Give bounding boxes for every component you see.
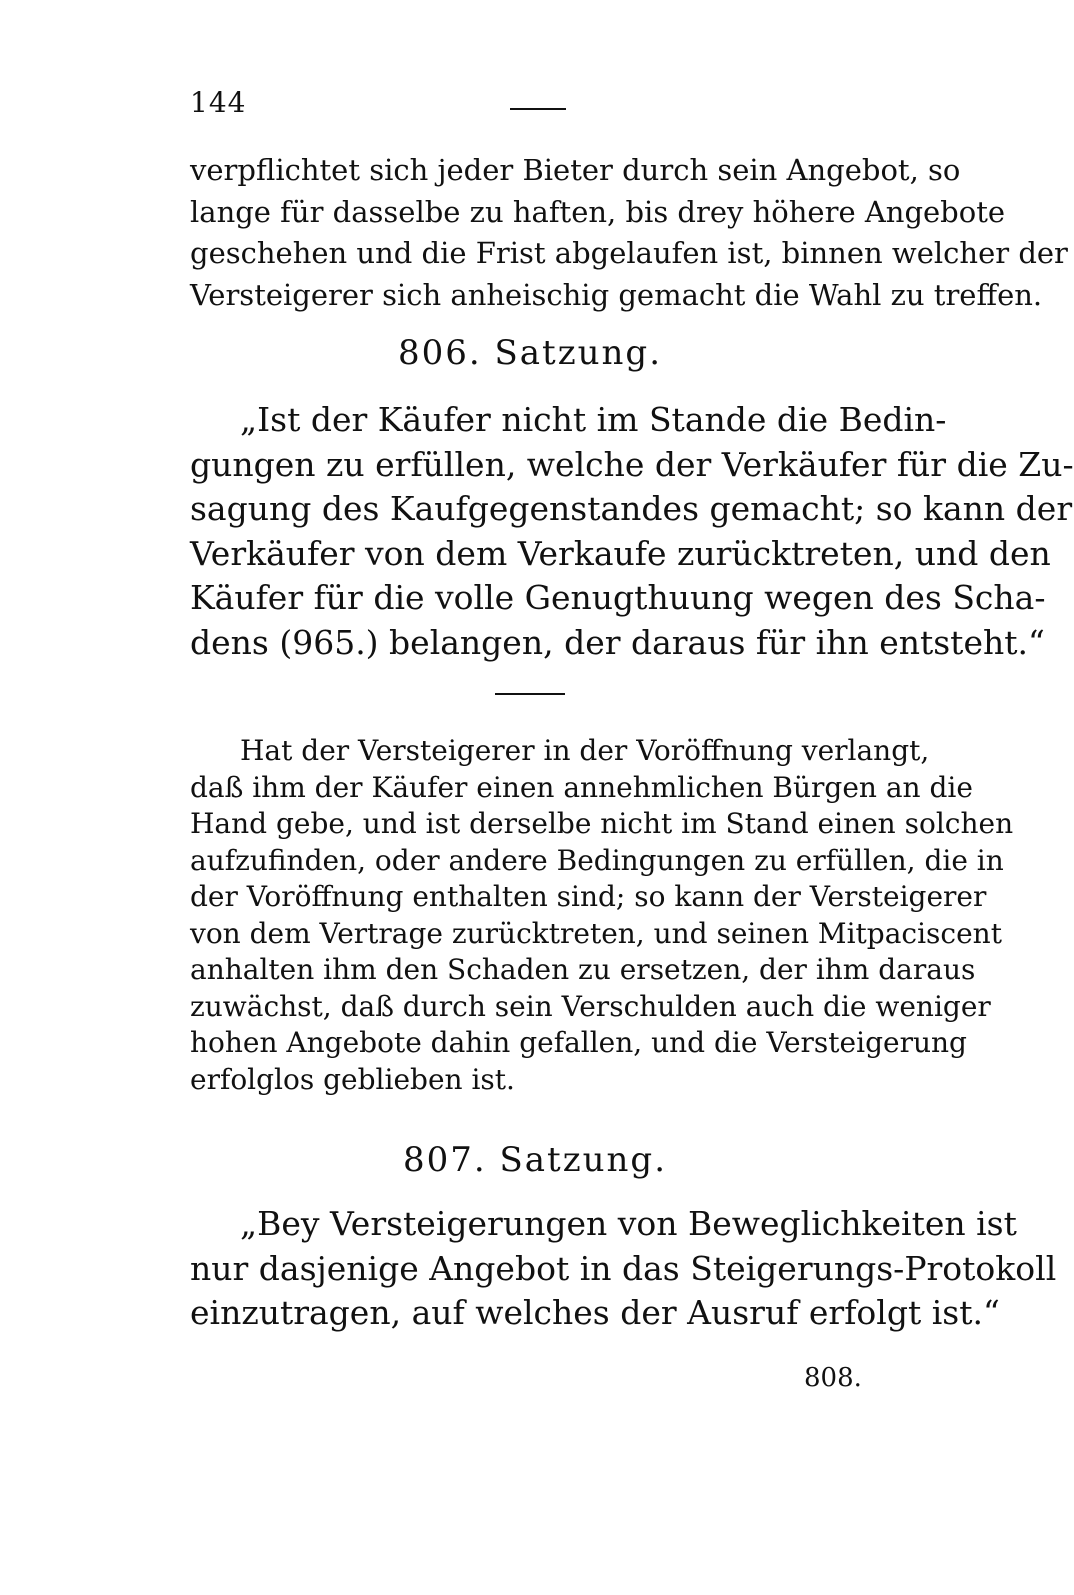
- carry-over-paragraph: [190, 150, 1068, 316]
- statute-806-text: [190, 398, 1074, 665]
- text-line: zuwächst, daß durch sein Verschulden auch die weniger: [190, 989, 991, 1023]
- text-line: Versteigerer sich anheischig gemacht die Wahl zu treffen.: [190, 277, 1043, 312]
- text-line: lange für dasselbe zu haften, bis drey höhere Angebote: [190, 194, 1006, 229]
- commentary-paragraph: [190, 733, 1014, 1098]
- text-line: aufzufinden, oder andere Bedingungen zu erfüllen, die in: [190, 843, 1004, 877]
- text-line: einzutragen, auf welches der Ausruf erfolgt ist.“: [190, 1293, 1000, 1332]
- text-line: gungen zu erfüllen, welche der Verkäufer für die Zu-: [190, 444, 1074, 484]
- text-line: anhalten ihm den Schaden zu ersetzen, der ihm daraus: [190, 953, 976, 986]
- text-line: hohen Angebote dahin gefallen, und die Versteigerung: [190, 1026, 967, 1059]
- text-line: Hat der Versteigerer in der Voröffnung verlangt,: [240, 734, 930, 767]
- text-line: von dem Vertrage zurücktreten, und seinen Mitpaciscent: [190, 916, 1002, 950]
- text-line: der Voröffnung enthalten sind; so kann der Versteigerer: [190, 880, 987, 913]
- text-line: daß ihm der Käufer einen annehmlichen Bürgen an die: [190, 770, 973, 804]
- text-line: erfolglos geblieben ist.: [190, 1062, 515, 1096]
- text-line: Verkäufer von dem Verkaufe zurücktreten, und den: [190, 533, 1051, 573]
- text-line: geschehen und die Frist abgelaufen ist, binnen welcher der: [190, 236, 1068, 270]
- section-heading-806: 806. Satzung.: [397, 333, 663, 373]
- text-line: „Bey Versteigerungen von Beweglichkeiten ist: [240, 1204, 1017, 1243]
- text-line: Hand gebe, und ist derselbe nicht im Stand einen solchen: [190, 807, 1014, 840]
- text-line: verpflichtet sich jeder Bieter durch sein Angebot, so: [190, 153, 961, 187]
- text-line: „Ist der Käufer nicht im Stande die Bedin-: [240, 400, 947, 439]
- text-line: dens (965.) belangen, der daraus für ihn entsteht.“: [190, 622, 1045, 662]
- header-rule: [510, 108, 566, 110]
- page-number: 144: [190, 86, 247, 119]
- statute-807-text: [190, 1202, 1057, 1336]
- text-line: sagung des Kaufgegenstandes gemacht; so kann der: [190, 489, 1073, 528]
- text-line: nur dasjenige Angebot in das Steigerungs-Protokoll: [190, 1248, 1057, 1288]
- text-line: Käufer für die volle Genugthuung wegen des Scha-: [190, 578, 1046, 617]
- section-divider: [495, 693, 565, 695]
- catchword: 808.: [804, 1363, 862, 1393]
- section-heading-807: 807. Satzung.: [402, 1140, 668, 1180]
